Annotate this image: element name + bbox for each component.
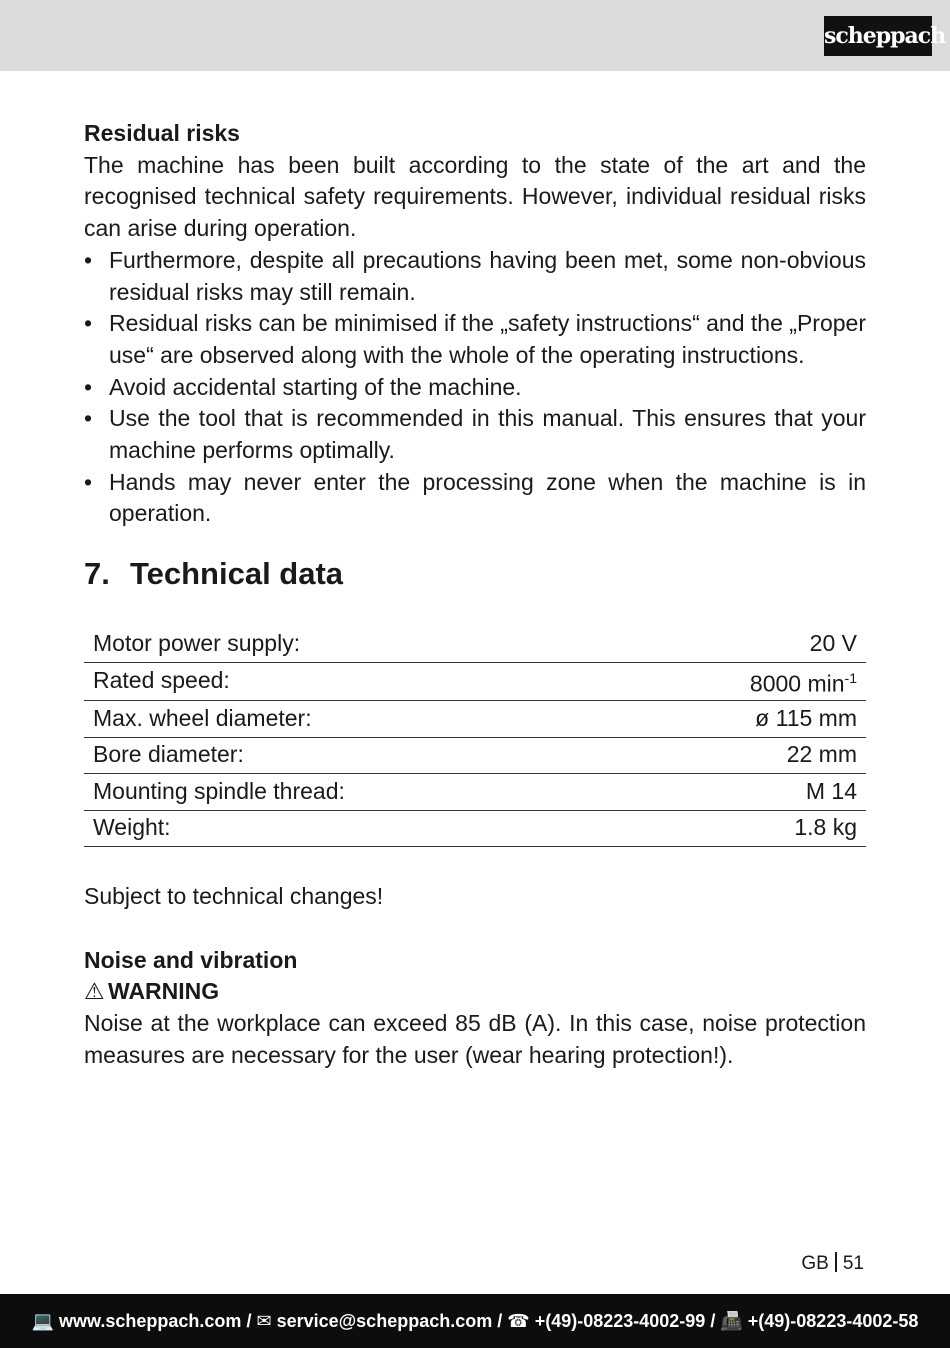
- technical-changes-notice: Subject to technical changes!: [84, 883, 384, 909]
- spec-value: 1.8 kg: [618, 810, 866, 847]
- website-link[interactable]: www.scheppach.com: [59, 1311, 242, 1331]
- page-number: [801, 1252, 864, 1275]
- language-code: GB: [801, 1253, 829, 1274]
- bullet-icon: •: [84, 405, 93, 432]
- spec-label: Weight:: [84, 810, 618, 847]
- computer-icon: 💻: [31, 1311, 55, 1331]
- bullet-icon: •: [84, 310, 93, 337]
- scheppach-logo: scheppach: [824, 16, 932, 56]
- spec-label: Max. wheel diameter:: [84, 701, 618, 738]
- table-row: [84, 701, 866, 738]
- spec-value-exponent: -1: [844, 669, 857, 686]
- residual-risks-intro: The machine has been built according to the state of the art and the recognised technical safety requirements. However, individual residual risks can arise during operation.: [84, 151, 866, 242]
- warning-triangle-icon: ⚠: [84, 978, 105, 1005]
- header-bar: [0, 0, 950, 71]
- bullet-icon: •: [84, 246, 93, 273]
- mail-icon: ✉: [256, 1311, 272, 1331]
- phone-icon: ☎: [507, 1311, 530, 1331]
- bullet-icon: •: [84, 468, 93, 495]
- list-item: • Use the tool that is recommended in this manual. This ensures that your machine performs optimally.: [84, 405, 866, 464]
- spec-value: 20 V: [618, 626, 866, 662]
- table-row: [84, 774, 866, 811]
- spec-label: Mounting spindle thread:: [84, 774, 618, 811]
- phone-number: +(49)-08223-4002-99: [534, 1311, 706, 1331]
- section-heading: [84, 556, 866, 592]
- divider: [835, 1252, 837, 1272]
- spec-label: Motor power supply:: [84, 626, 618, 662]
- spec-value: 8000 $\min^{-1}$: [618, 662, 866, 700]
- warning-label: ⚠ WARNING: [84, 976, 866, 1008]
- residual-risks-heading: Residual risks: [84, 120, 240, 146]
- table-row: [84, 737, 866, 774]
- spec-value: 22 mm: [618, 737, 866, 774]
- email-link[interactable]: service@scheppach.com: [276, 1311, 493, 1331]
- table-row: [84, 626, 866, 662]
- list-item: • Avoid accidental starting of the machine.: [84, 372, 866, 404]
- section-number: 7.: [84, 556, 110, 592]
- page-content: [84, 118, 866, 1072]
- list-item: • Hands may never enter the processing zone when the machine is in operation.: [84, 468, 866, 527]
- bullet-icon: •: [84, 373, 93, 400]
- residual-risks-list: [84, 245, 866, 530]
- spec-label: Rated speed:: [84, 662, 618, 700]
- list-item: • Residual risks can be minimised if the „safety instructions“ and the „Proper use“ are observed along with the whole of the operating instructions.: [84, 310, 866, 368]
- spec-value: ø 115 mm: [618, 701, 866, 738]
- spec-value: M 14: [618, 774, 866, 811]
- noise-vibration-heading: Noise and vibration: [84, 946, 298, 973]
- page-number-value: 51: [842, 1253, 864, 1274]
- footer-contact-bar: 💻 www.scheppach.com / ✉ service@scheppach.com / ☎ +(49)-08223-4002-99 / 📠 +(49)-08223-4002-58: [0, 1294, 950, 1348]
- fax-icon: 📠: [720, 1311, 743, 1331]
- section-title: Technical data: [130, 556, 344, 592]
- technical-data-table: [84, 626, 866, 847]
- table-row: [84, 810, 866, 847]
- fax-number: +(49)-08223-4002-58: [747, 1311, 919, 1331]
- table-row: [84, 662, 866, 700]
- list-item: • Furthermore, despite all precautions having been met, some non-obvious residual risks may still remain.: [84, 246, 866, 305]
- spec-label: Bore diameter:: [84, 737, 618, 774]
- noise-warning-text: Noise at the workplace can exceed 85 dB (A). In this case, noise protection measures are necessary for the user (wear hearing protection!).: [84, 1010, 866, 1068]
